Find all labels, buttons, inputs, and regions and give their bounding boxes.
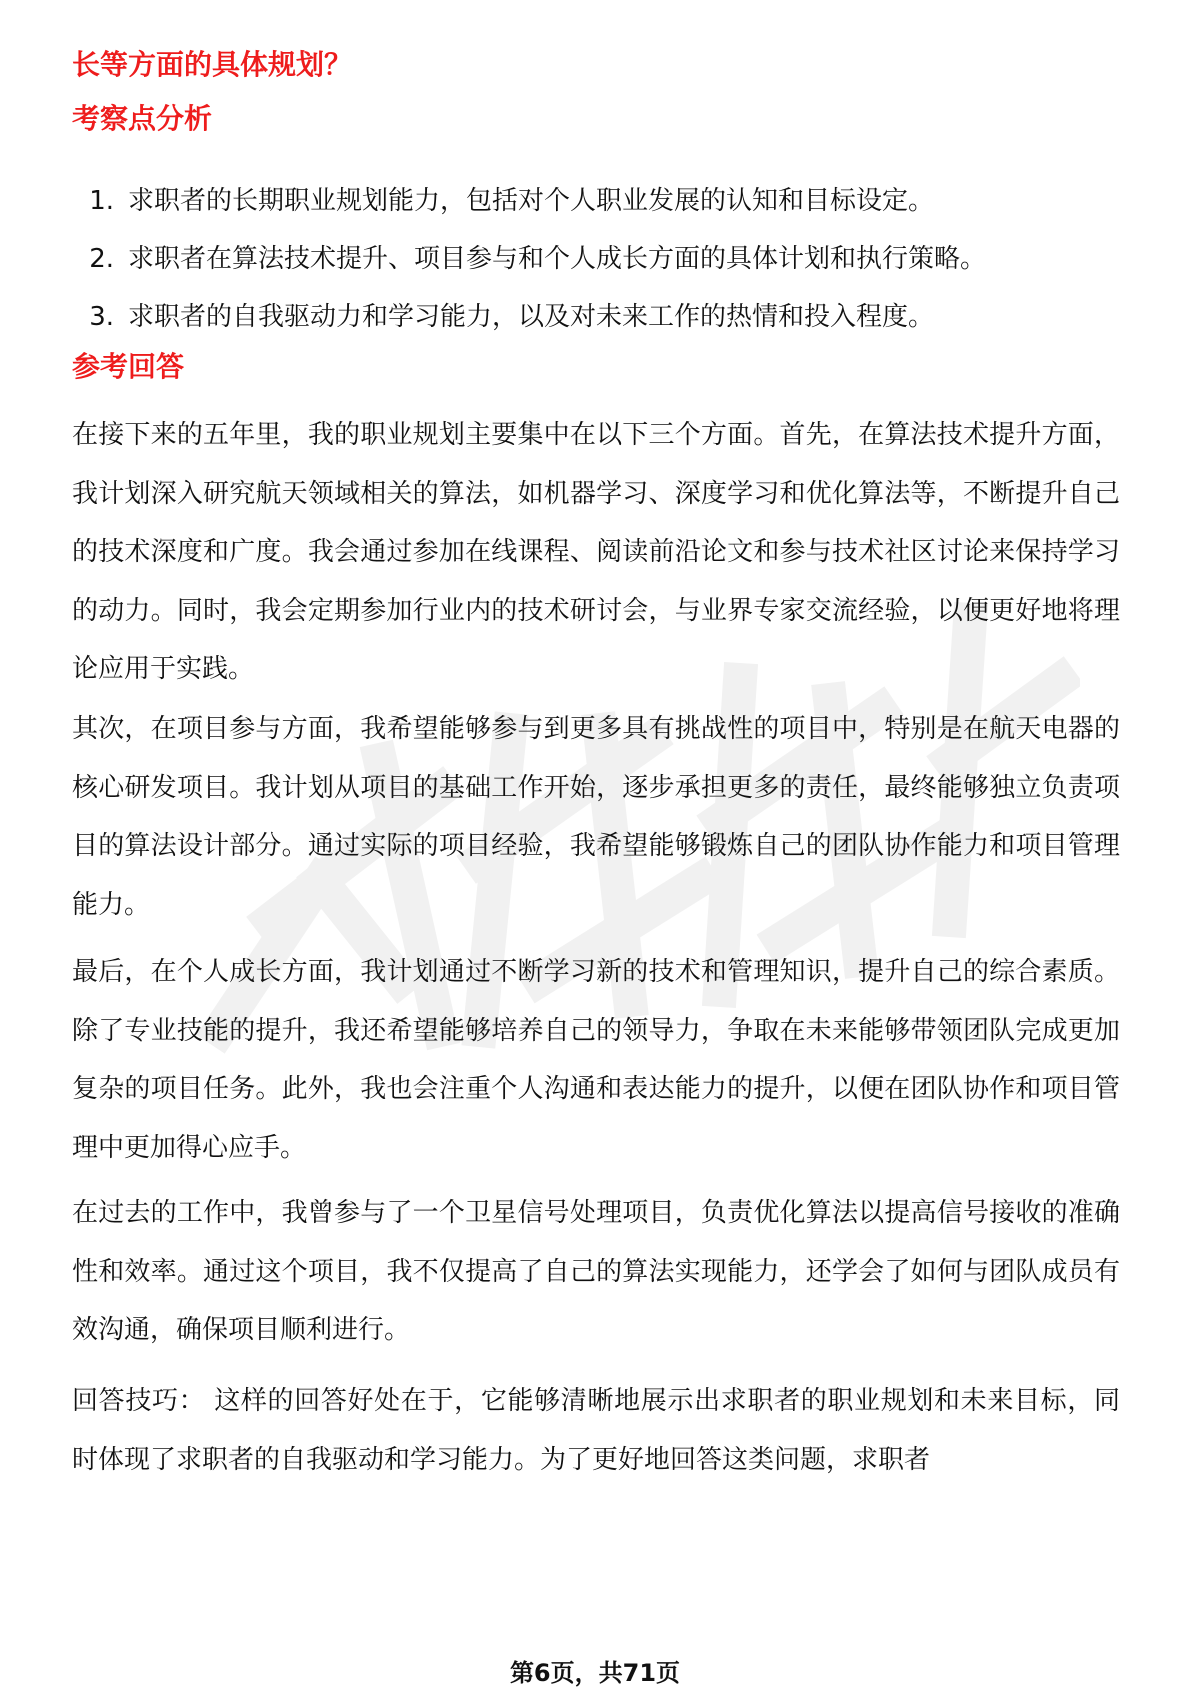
answer-paragraph: 其次，在项目参与方面，我希望能够参与到更多具有挑战性的项目中，特别是在航天电器的核心研发项目。我计划从项目的基础工作开始，逐步承担更多的责任，最终能够独立负责项目的算法设计部分。通过实际的项目经验，我希望能够锻炼自己的团队协作能力和项目管理能力。 — [72, 714, 1120, 920]
list-number: 3. — [89, 302, 114, 332]
answer-paragraph: 在过去的工作中，我曾参与了一个卫星信号处理项目，负责优化算法以提高信号接收的准确性和效率。通过这个项目，我不仅提高了自己的算法实现能力，还学会了如何与团队成员有效沟通，确保项目顺利进行。 — [72, 1198, 1120, 1345]
list-number: 2. — [89, 244, 114, 274]
answer-paragraph: 最后，在个人成长方面，我计划通过不断学习新的技术和管理知识，提升自己的综合素质。除了专业技能的提升，我还希望能够培养自己的领导力，争取在未来能够带领团队完成更加复杂的项目任务。此外，我也会注重个人沟通和表达能力的提升，以便在团队协作和项目管理中更加得心应手。 — [72, 957, 1120, 1163]
answer-heading: 参考回答 — [72, 350, 185, 383]
analysis-list — [72, 184, 986, 358]
answer-paragraph: 在接下来的五年里，我的职业规划主要集中在以下三个方面。首先，在算法技术提升方面，我计划深入研究航天领域相关的算法，如机器学习、深度学习和优化算法等，不断提升自己的技术深度和广度。我会通过参加在线课程、阅读前沿论文和参与技术社区讨论来保持学习的动力。同时，我会定期参加行业内的技术研讨会，与业界专家交流经验，以便更好地将理论应用于实践。 — [72, 420, 1120, 684]
list-text: 求职者的自我驱动力和学习能力，以及对未来工作的热情和投入程度。 — [128, 302, 935, 332]
page-number: 第6页，共71页 — [509, 1659, 681, 1687]
list-item — [72, 242, 986, 276]
list-item — [72, 300, 986, 334]
list-text: 求职者的长期职业规划能力，包括对个人职业发展的认知和目标设定。 — [128, 186, 935, 216]
question-tail-heading: 长等方面的具体规划？ — [72, 48, 353, 81]
list-item — [72, 184, 986, 218]
tips-paragraph: 回答技巧： 这样的回答好处在于，它能够清晰地展示出求职者的职业规划和未来目标，同时体现了求职者的自我驱动和学习能力。为了更好地回答这类问题，求职者 — [72, 1386, 1120, 1475]
list-text: 求职者在算法技术提升、项目参与和个人成长方面的具体计划和执行策略。 — [128, 244, 987, 274]
list-number: 1. — [89, 186, 114, 216]
analysis-heading: 考察点分析 — [72, 102, 213, 135]
